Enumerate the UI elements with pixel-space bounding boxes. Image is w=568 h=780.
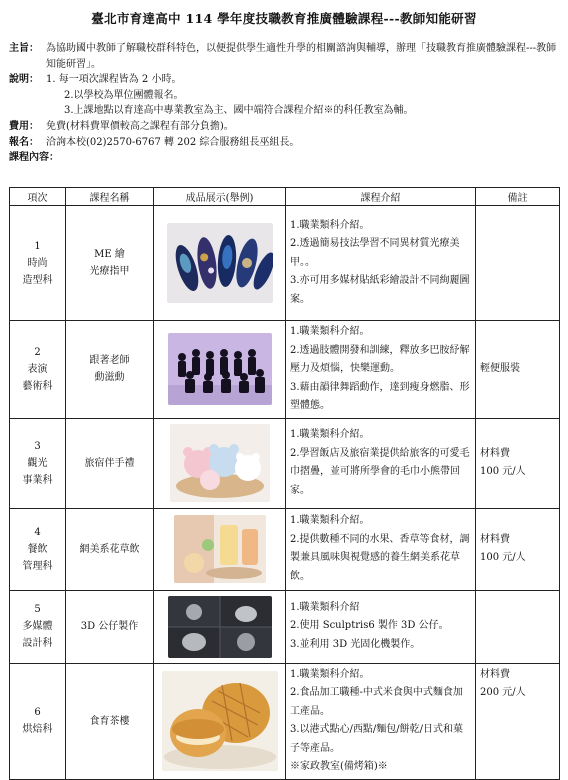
intro-line: 1.職業類科介紹。 xyxy=(290,326,370,337)
course-name-cell xyxy=(66,206,154,321)
row-number-cell xyxy=(10,418,66,508)
intro-line: 1.職業類科介紹。 xyxy=(290,668,370,680)
course-name-line1: 跟著老師 xyxy=(89,355,130,367)
signup-label: 報名： xyxy=(9,136,39,148)
course-name-line1: ME 繪 xyxy=(94,249,125,260)
dept-name-line2: 造型科 xyxy=(22,274,53,286)
course-name-cell xyxy=(66,590,154,663)
header-course-intro: 課程介紹 xyxy=(286,188,476,206)
intro-line: 2.透過肢體開發和訓練，釋放多巴胺紓解壓力及煩惱，快樂運動。 xyxy=(290,344,470,374)
intro-line: ※家政教室(備烤箱)※ xyxy=(290,761,388,772)
remark-line1: 材料費 xyxy=(480,534,510,545)
remarks-cell xyxy=(476,206,560,321)
course-intro-cell xyxy=(286,663,476,779)
dept-name-line1: 烘焙科 xyxy=(22,724,53,735)
dept-name-line2: 藝術科 xyxy=(22,380,53,392)
course-name-cell xyxy=(66,508,154,590)
row-number-cell xyxy=(10,508,66,590)
course-name-line1: 網美系花草飲 xyxy=(79,543,140,555)
towel-bears-photo xyxy=(170,424,270,502)
remarks-cell xyxy=(476,418,560,508)
product-photo-cell xyxy=(154,321,286,419)
course-intro-cell xyxy=(286,590,476,663)
table-row xyxy=(10,590,560,663)
dept-name-line1: 多媒體 xyxy=(22,621,53,632)
intro-line: 3.以港式點心/西點/麵包/餅乾/日式和菓子等產品。 xyxy=(290,724,464,754)
course-intro-cell xyxy=(286,206,476,321)
table-row xyxy=(10,206,560,321)
pineapple-bun-photo xyxy=(162,671,278,771)
product-photo-cell xyxy=(154,663,286,779)
intro-line: 2.提供數種不同的水果、香草等食材，調製兼具風味與視覺感的養生網美系花草飲。 xyxy=(290,533,470,582)
course-intro-cell xyxy=(286,321,476,419)
info-section xyxy=(9,41,561,166)
product-photo-cell xyxy=(154,206,286,321)
dept-name-line2: 事業科 xyxy=(22,474,53,486)
dept-name-line2: 管理科 xyxy=(22,560,53,572)
row-number-cell xyxy=(10,321,66,419)
course-name-line2: 光療指甲 xyxy=(89,266,130,277)
table-row xyxy=(10,321,560,419)
remarks-cell xyxy=(476,321,560,419)
course-name-cell xyxy=(66,663,154,779)
remarks-cell xyxy=(476,590,560,663)
notes-label: 說明： xyxy=(9,74,39,86)
remarks-cell xyxy=(476,508,560,590)
dept-name-line2: 設計科 xyxy=(22,638,53,649)
fee-row xyxy=(9,119,561,135)
intro-line: 2.食品加工職種-中式米食與中式麵食加工產品。 xyxy=(290,687,463,717)
row-number: 1 xyxy=(34,240,41,252)
dept-name-line1: 觀光 xyxy=(27,457,48,469)
remark-line2: 100 元/人 xyxy=(480,466,526,477)
row-number: 4 xyxy=(34,526,41,538)
product-photo-cell xyxy=(154,590,286,663)
course-name-line2: 動滋動 xyxy=(94,372,125,384)
note-2: 2.以學校為單位團體報名。 xyxy=(64,89,184,101)
table-row xyxy=(10,418,560,508)
course-name-cell xyxy=(66,321,154,419)
row-number-cell xyxy=(10,206,66,321)
purpose-text: 為協助國中教師了解職校群科特色，以便提供學生適性升學的相關諮詢與輔導，辦理「技職教育推廣體驗課程---教師知能研習」。 xyxy=(46,43,557,70)
row-number: 3 xyxy=(34,440,41,452)
nail-art-photo xyxy=(167,223,273,303)
course-name-cell xyxy=(66,418,154,508)
row-number: 6 xyxy=(34,707,41,718)
intro-line: 1.職業類科介紹 xyxy=(290,601,360,613)
document-title: 臺北市育達高中 114 學年度技職教育推廣體驗課程---教師知能研習 xyxy=(91,11,477,26)
intro-line: 2.學習飯店及旅宿業提供給旅客的可愛毛巾摺疊，並可將所學會的毛巾小熊帶回家。 xyxy=(290,447,470,496)
content-label: 課程內容： xyxy=(9,152,59,164)
table-row xyxy=(10,508,560,590)
remark-line2: 200 元/人 xyxy=(480,686,526,698)
intro-line: 2.使用 Sculptris6 製作 3D 公仔。 xyxy=(290,620,449,632)
dept-name-line1: 表演 xyxy=(27,363,48,375)
row-number: 5 xyxy=(34,604,41,615)
course-intro-cell xyxy=(286,508,476,590)
course-name-line1: 旅宿伴手禮 xyxy=(84,457,135,469)
notes-row xyxy=(9,72,561,88)
table-header-row xyxy=(10,188,560,206)
table-row xyxy=(10,663,560,779)
purpose-row xyxy=(9,41,561,72)
intro-line: 3.亦可用多媒材貼紙彩繪設計不同絢麗圖案。 xyxy=(290,275,470,305)
signup-text: 洽詢本校(02)2570-6767 轉 202 綜合服務組長巫組長。 xyxy=(46,136,300,148)
intro-line: 3.藉由韻律舞蹈動作，達到瘦身燃脂、形塑體態。 xyxy=(290,381,470,411)
remark-line1: 材料費 xyxy=(480,668,510,680)
intro-line: 3.並利用 3D 光固化機製作。 xyxy=(290,638,421,650)
course-table xyxy=(9,187,560,780)
note-3: 3.上課地點以育達高中專業教室為主、國中端符合課程介紹※的科任教室為輔。 xyxy=(64,105,414,117)
purpose-label: 主旨： xyxy=(9,43,39,54)
3d-figure-photo xyxy=(168,596,272,658)
product-photo-cell xyxy=(154,508,286,590)
remark-line1: 材料費 xyxy=(480,448,510,459)
dance-group-photo xyxy=(168,333,272,405)
intro-line: 1.職業類科介紹。 xyxy=(290,515,370,526)
row-number-cell xyxy=(10,590,66,663)
row-number: 2 xyxy=(34,346,41,358)
remark-line1: 輕便服裝 xyxy=(480,363,520,375)
course-name-line1: 食育茶樓 xyxy=(89,715,130,727)
signup-row xyxy=(9,135,561,151)
product-photo-cell xyxy=(154,418,286,508)
intro-line: 1.職業類科介紹。 xyxy=(290,429,370,440)
intro-line: 2.透過簡易技法學習不同異材質光療美甲。。 xyxy=(290,238,460,268)
fee-label: 費用： xyxy=(9,120,39,132)
remarks-cell xyxy=(476,663,560,779)
note-1: 1. 每一項次課程皆為 2 小時。 xyxy=(46,74,182,86)
dept-name-line1: 餐飲 xyxy=(27,543,48,555)
header-product-photo: 成品展示(舉例) xyxy=(154,188,286,206)
header-number: 項次 xyxy=(10,188,66,206)
course-name-line1: 3D 公仔製作 xyxy=(80,621,139,632)
header-remarks: 備註 xyxy=(476,188,560,206)
header-course-name: 課程名稱 xyxy=(66,188,154,206)
herbal-drink-photo xyxy=(174,515,266,583)
fee-text: 免費(材料費單價較高之課程有部分負擔)。 xyxy=(46,120,234,132)
row-number-cell xyxy=(10,663,66,779)
remark-line2: 100 元/人 xyxy=(480,552,526,563)
course-intro-cell xyxy=(286,418,476,508)
intro-line: 1.職業類科介紹。 xyxy=(290,219,370,231)
dept-name-line1: 時尚 xyxy=(27,257,48,269)
